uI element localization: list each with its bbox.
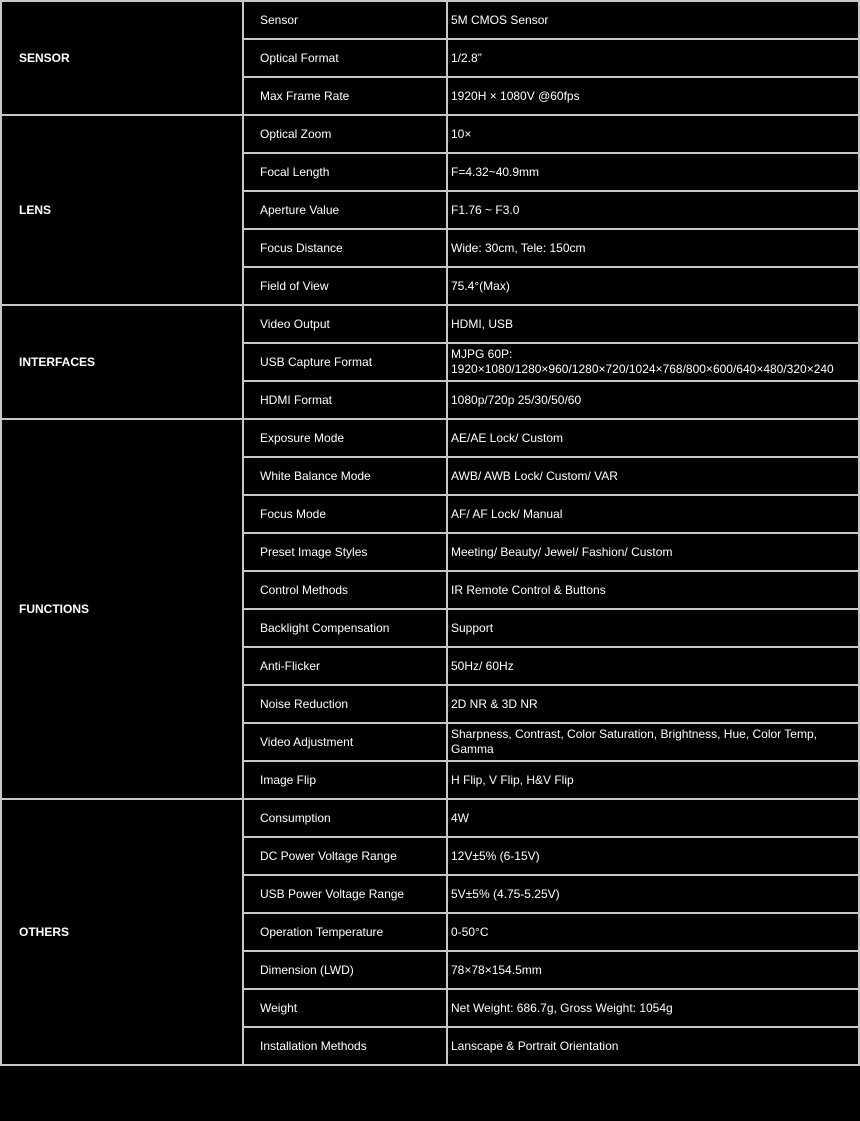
spec-label: Installation Methods [243, 1027, 447, 1065]
spec-value: Sharpness, Contrast, Color Saturation, Brightness, Hue, Color Temp, Gamma [447, 723, 859, 761]
spec-table-body [1, 1, 859, 1065]
spec-label: DC Power Voltage Range [243, 837, 447, 875]
spec-value: 1920H × 1080V @60fps [447, 77, 859, 115]
spec-value: 5V±5% (4.75-5.25V) [447, 875, 859, 913]
spec-value: 78×78×154.5mm [447, 951, 859, 989]
spec-label: Optical Zoom [243, 115, 447, 153]
category-sensor: SENSOR [1, 1, 243, 115]
spec-value: MJPG 60P: 1920×1080/1280×960/1280×720/1024×768/800×600/640×480/320×240 [447, 343, 859, 381]
spec-value: 75.4°(Max) [447, 267, 859, 305]
spec-value: 2D NR & 3D NR [447, 685, 859, 723]
spec-value: AF/ AF Lock/ Manual [447, 495, 859, 533]
spec-value: Lanscape & Portrait Orientation [447, 1027, 859, 1065]
spec-label: White Balance Mode [243, 457, 447, 495]
spec-label: Dimension (LWD) [243, 951, 447, 989]
category-interfaces: INTERFACES [1, 305, 243, 419]
spec-label: Preset Image Styles [243, 533, 447, 571]
spec-label: USB Power Voltage Range [243, 875, 447, 913]
table-row [1, 115, 859, 153]
spec-value: 12V±5% (6-15V) [447, 837, 859, 875]
spec-label: Aperture Value [243, 191, 447, 229]
spec-value: Meeting/ Beauty/ Jewel/ Fashion/ Custom [447, 533, 859, 571]
spec-label: Noise Reduction [243, 685, 447, 723]
table-row [1, 419, 859, 457]
spec-label: Max Frame Rate [243, 77, 447, 115]
table-row [1, 305, 859, 343]
spec-value: 1080p/720p 25/30/50/60 [447, 381, 859, 419]
spec-label: Anti-Flicker [243, 647, 447, 685]
spec-value: IR Remote Control & Buttons [447, 571, 859, 609]
spec-label: Video Output [243, 305, 447, 343]
spec-label: Field of View [243, 267, 447, 305]
category-others: OTHERS [1, 799, 243, 1065]
spec-value: AWB/ AWB Lock/ Custom/ VAR [447, 457, 859, 495]
spec-label: Operation Temperature [243, 913, 447, 951]
category-functions: FUNCTIONS [1, 419, 243, 799]
spec-value: HDMI, USB [447, 305, 859, 343]
table-row [1, 1, 859, 39]
spec-label: Control Methods [243, 571, 447, 609]
spec-label: Optical Format [243, 39, 447, 77]
spec-label: Video Adjustment [243, 723, 447, 761]
spec-value: F1.76 ~ F3.0 [447, 191, 859, 229]
spec-value: 1/2.8” [447, 39, 859, 77]
spec-value: F=4.32~40.9mm [447, 153, 859, 191]
spec-value: 10× [447, 115, 859, 153]
spec-value: Support [447, 609, 859, 647]
spec-value: 5M CMOS Sensor [447, 1, 859, 39]
spec-value: 50Hz/ 60Hz [447, 647, 859, 685]
spec-label: Sensor [243, 1, 447, 39]
spec-label: Consumption [243, 799, 447, 837]
spec-value: 4W [447, 799, 859, 837]
spec-label: Focus Mode [243, 495, 447, 533]
spec-value: Wide: 30cm, Tele: 150cm [447, 229, 859, 267]
spec-label: Backlight Compensation [243, 609, 447, 647]
spec-label: USB Capture Format [243, 343, 447, 381]
spec-label: HDMI Format [243, 381, 447, 419]
spec-value: 0-50°C [447, 913, 859, 951]
spec-value: Net Weight: 686.7g, Gross Weight: 1054g [447, 989, 859, 1027]
spec-label: Focus Distance [243, 229, 447, 267]
table-row [1, 799, 859, 837]
spec-label: Exposure Mode [243, 419, 447, 457]
spec-label: Image Flip [243, 761, 447, 799]
spec-label: Focal Length [243, 153, 447, 191]
spec-value: H Flip, V Flip, H&V Flip [447, 761, 859, 799]
category-lens: LENS [1, 115, 243, 305]
spec-label: Weight [243, 989, 447, 1027]
spec-value: AE/AE Lock/ Custom [447, 419, 859, 457]
